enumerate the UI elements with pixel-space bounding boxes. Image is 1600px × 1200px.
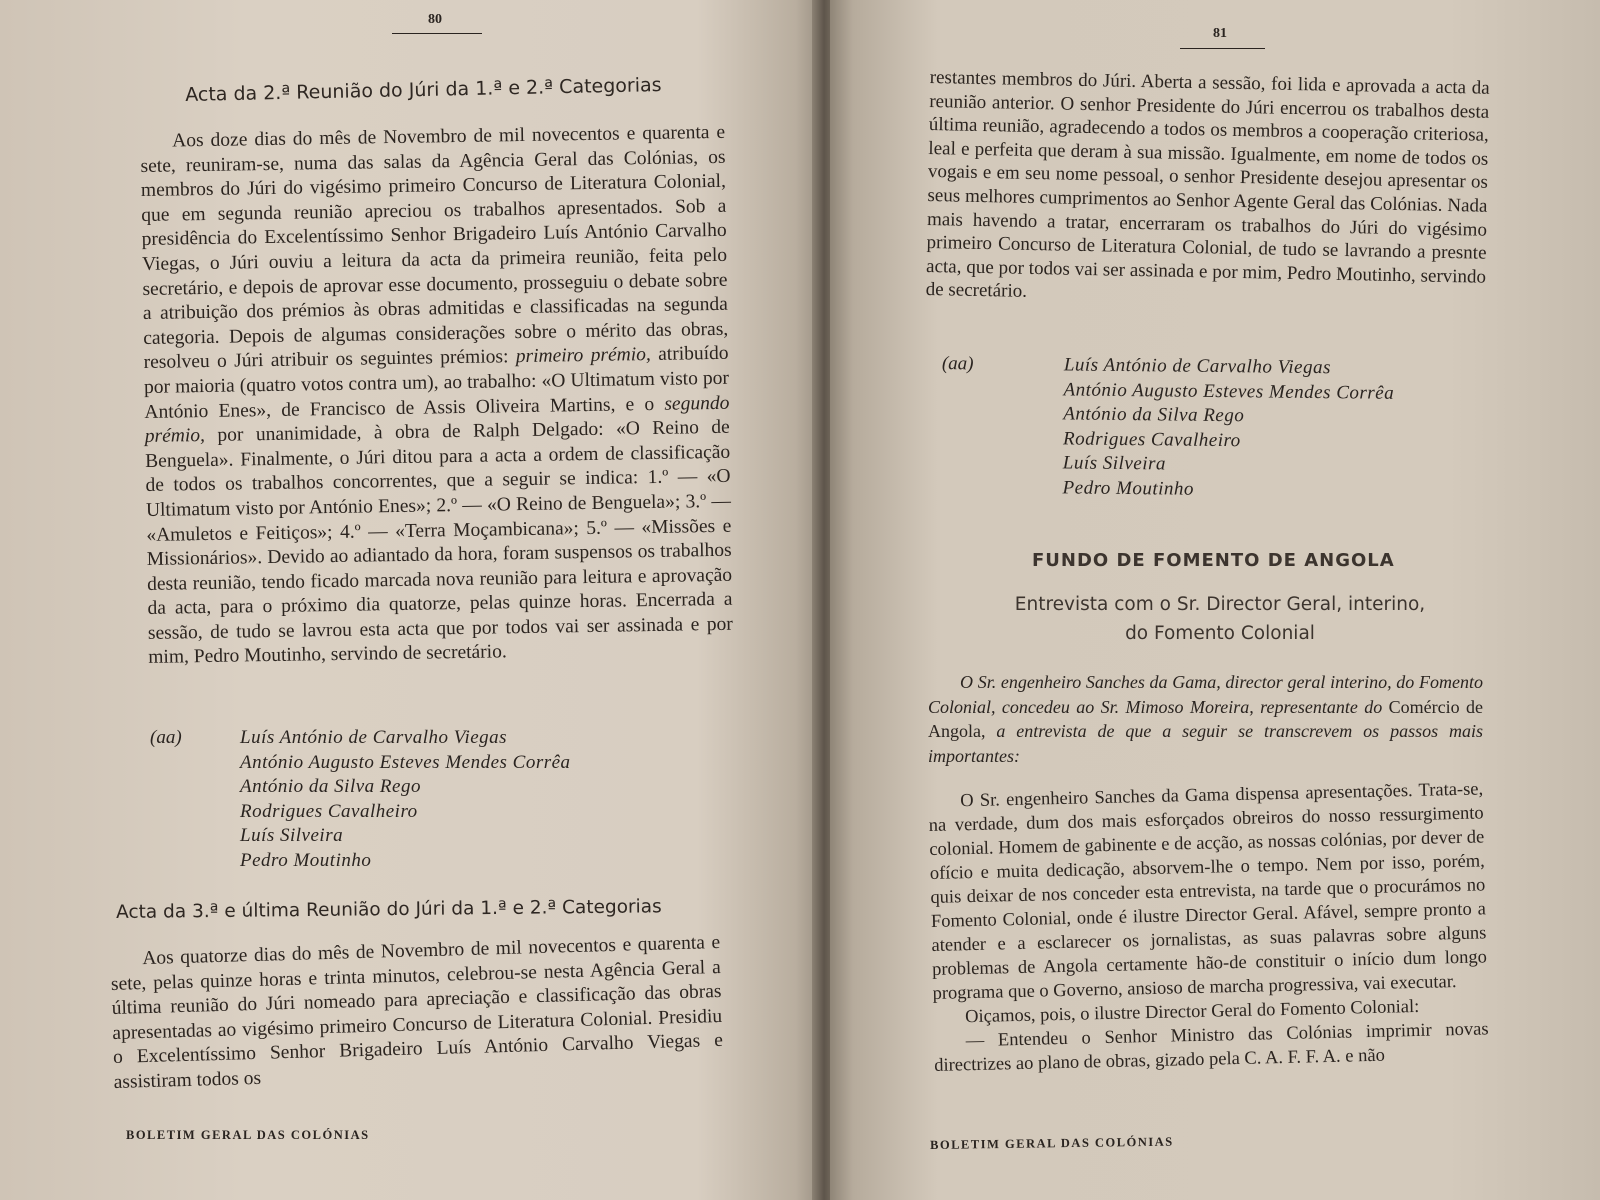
article-intro <box>928 670 1483 768</box>
signature-name: António Augusto Esteves Mendes Corrêa <box>1063 378 1395 404</box>
signatures-block <box>150 726 670 876</box>
signature-name: Pedro Moutinho <box>1062 476 1195 500</box>
acta-2-body <box>140 121 733 671</box>
page-number: 80 <box>428 12 442 27</box>
subtitle-line: do Fomento Colonial <box>1125 623 1315 644</box>
text-segment: a entrevista de que a seguir se transcrevem os passos mais importantes: <box>928 721 1483 766</box>
text-segment: por unanimidade, à obra de Ralph Delgado: «O Reino de Benguela». Finalmente, o Júri ditou para a acta a ordem de classificação de todos os trabalhos concorrentes, que a seguir se indica: 1.º — «O Ultimatum visto por António Enes»; 2.º — «O Reino de Benguela»; 3.º — «Amuletos e Feitiços»; 4.º — «Terra Moçambicana»; 5.º — «Missões e Missionários». Devido ao adiantado da hora, foram suspensos os trabalhos desta reunião, tendo ficado marcada nova reunião para leitura e aprovação da acta, para o próximo dia quatorze, pelas quinze horas. Encerrada a sessão, de tudo se lavrou esta acta que por todos vai ser assinada e por mim, Pedro Moutinho, servindo de secretário. <box>145 416 733 669</box>
article-subtitle <box>950 590 1490 648</box>
article-paragraph: — Entendeu o Senhor Ministro das Colónias imprimir novas directrizes ao plano de obras, gizado pela C. A. F. F. A. e não <box>934 1019 1489 1076</box>
signature-name: Luís António de Carvalho Viegas <box>240 727 508 748</box>
page-number-rule <box>1180 48 1265 49</box>
signature-name: Luís Silveira <box>1062 452 1167 475</box>
page-footer: BOLETIM GERAL DAS COLÓNIAS <box>126 1128 370 1142</box>
page-number-rule <box>392 33 482 34</box>
article-paragraph: O Sr. engenheiro Sanches da Gama dispensa apresentações. Trata-se, na verdade, dum dos mais esforçados obreiros do nosso ressurgimento colonial. Homem de gabinente e de acção, as nossas colónias, por dever de ofício e muita dedicação, absorvem-lhe o tempo. Nem por isso, porém, quis deixar de nos conceder esta entrevista, na tarde que o procurámos no Fomento Colonial, onde é ilustre Director Geral. Afável, sempre pronto a atender e a esclarecer os jornalistas, as suas palavras sobre alguns problemas de Angola certamente hão-de constituir o início dum longo programa que o Governo, ansioso de marcha progressiva, vai executar. <box>928 779 1488 1004</box>
signature-name: Rodrigues Cavalheiro <box>1062 427 1241 451</box>
signature-name: Luís Silveira <box>240 825 344 846</box>
acta-3-body <box>110 931 724 1096</box>
signature-name: António Augusto Esteves Mendes Corrêa <box>240 751 571 773</box>
second-prize-label: segundo prémio, <box>144 392 730 448</box>
acta-3-paragraph: Aos quatorze dias do mês de Novembro de mil novecentos e quarenta e sete, pelas quinze horas e trinta minutos, celebrou-se nesta Agência Geral a última reunião do Júri nomeado para apreciação e classificação das obras apresentadas ao vigésimo primeiro Concurso de Literatura Colonial. Presidiu o Excelentíssimo Senhor Brigadeiro Luís António Carvalho Viegas e assistiram todos os <box>110 931 724 1093</box>
intro-paragraph <box>928 670 1483 768</box>
signature-name: Pedro Moutinho <box>240 849 372 871</box>
signatures-block <box>930 352 1472 508</box>
signature-prefix: (aa) <box>941 353 974 375</box>
signature-name: António da Silva Rego <box>1063 403 1245 427</box>
signature-name: Rodrigues Cavalheiro <box>240 800 418 822</box>
article-paragraph: Oiçamos, pois, o ilustre Director Geral do Fomento Colonial: <box>964 996 1420 1028</box>
signature-name: Luís António de Carvalho Viegas <box>1063 354 1332 379</box>
acta-3-continuation-paragraph: restantes membros do Júri. Aberta a sessão, foi lida e aprovada a acta da reunião anterior. O senhor Presidente do Júri encerrou os trabalhos desta última reunião, agradecendo a todos os membros a cooperação criteriosa, leal e perfeita que deram à sua missão. Igualmente, em nome de todos os vogais e em seu nome pessoal, o senhor Presidente desejou apresentar os seus melhores cumprimentos ao Senhor Agente Geral das Colónias. Nada mais havendo a tratar, encerraram os trabalhos do Júri do vigésimo primeiro Concurso de Literatura Colonial, de tudo se lavrando a presnte acta, que por todos vai ser assinada e por mim, Pedro Moutinho, servindo de secretário. <box>925 66 1490 303</box>
text-segment: Aos doze dias do mês de Novembro de mil novecentos e quarenta e sete, reuniram-se, numa das salas da Agência Geral das Colónias, os membros do Júri do vigésimo primeiro Concurso de Literatura Colonial, que em segunda reunião apreciou os trabalhos apresentados. Sob a presidência do Excelentíssimo Senhor Brigadeiro Luís António Carvalho Viegas, o Júri ouviu a leitura da acta da primeira reunião, feita pelo secretário, e depois de aprovar esse documento, prosseguiu o debate sobre a atribuição dos prémios às obras admitidas e classificadas na segunda categoria. Depois de algumas considerações sobre o mérito das obras, resolveu o Júri atribuir os seguintes prémios: <box>140 121 729 374</box>
signature-list <box>240 726 571 873</box>
section-title: FUNDO DE FOMENTO DE ANGOLA <box>1032 550 1395 571</box>
signature-name: António da Silva Rego <box>240 776 421 797</box>
page-footer: BOLETIM GERAL DAS COLÓNIAS <box>930 1134 1174 1152</box>
right-page <box>830 0 1600 1200</box>
page-number: 81 <box>1213 26 1227 41</box>
acta-2-heading: Acta da 2.ª Reunião do Júri da 1.ª e 2.ª Categorias <box>185 74 662 106</box>
signature-list <box>1062 353 1394 503</box>
article-body <box>928 777 1489 1078</box>
text-segment: O Sr. engenheiro Sanches da Gama, director geral interino, do Fomento Colonial, concedeu ao Sr. Mimoso Moreira, representante do <box>928 672 1483 717</box>
first-prize-label: primeiro prémio, <box>515 344 651 368</box>
acta-3-heading: Acta da 3.ª e última Reunião do Júri da 1.ª e 2.ª Categorias <box>116 896 662 923</box>
newspaper-name: Comércio de Angola, <box>928 696 1483 741</box>
acta-3-continuation <box>925 66 1489 313</box>
subtitle-line: Entrevista com o Sr. Director Geral, interino, <box>1014 594 1426 615</box>
signature-prefix: (aa) <box>150 727 182 748</box>
text-segment: atribuído por maioria (quatro votos contra um), ao trabalho: «O Ultimatum visto por António Enes», de Francisco de Assis Oliveira Martins, e o <box>143 343 730 423</box>
acta-2-paragraph <box>140 121 733 671</box>
